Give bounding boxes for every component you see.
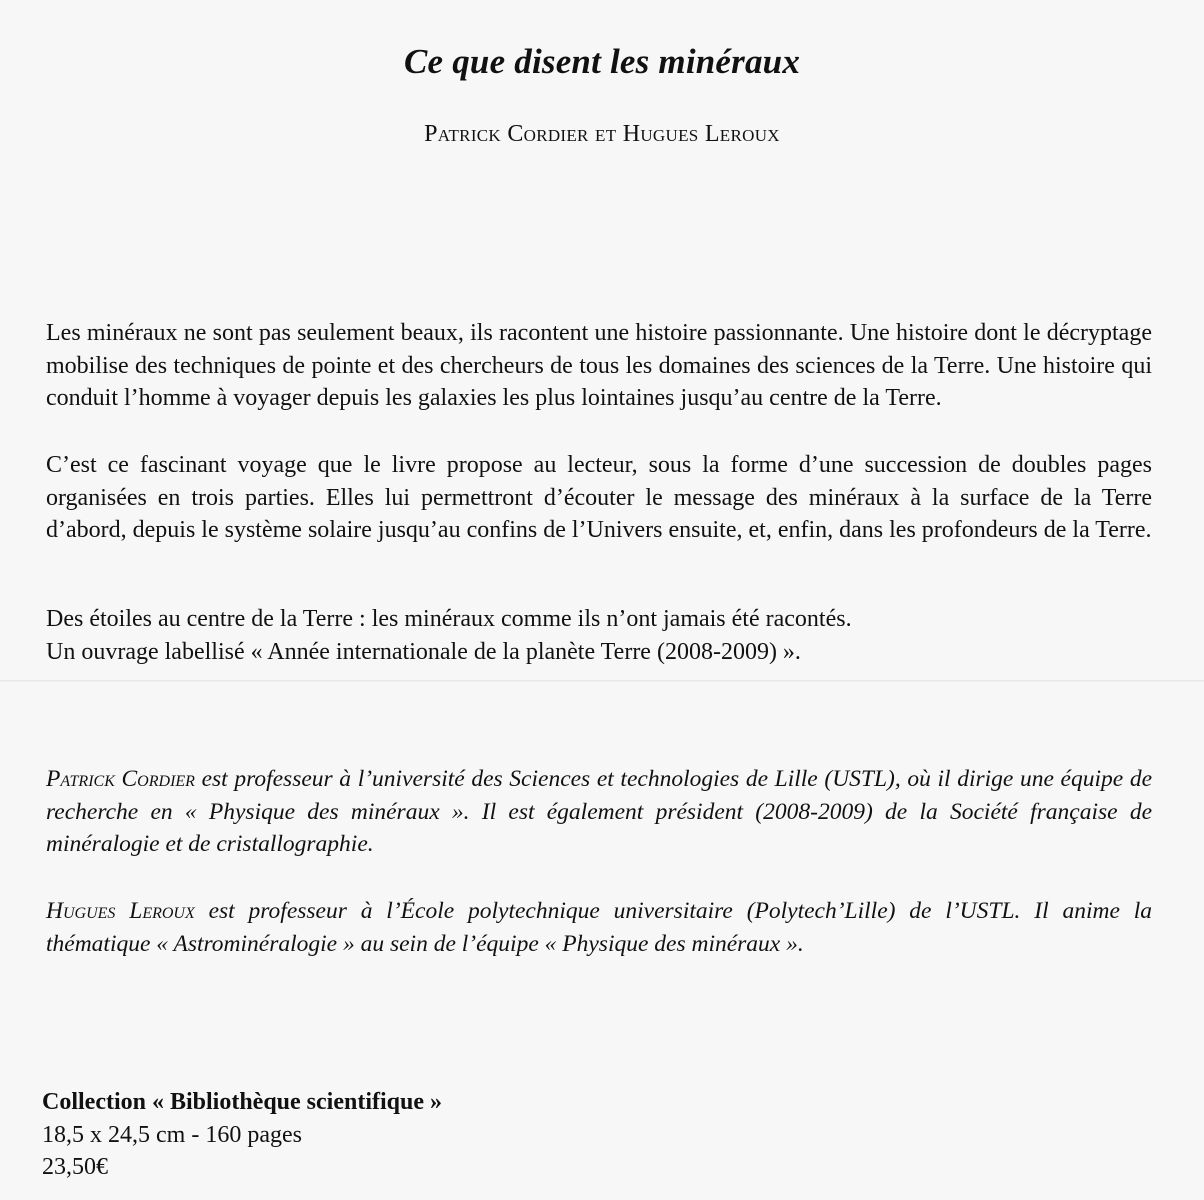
bio-leroux-text: est professeur à l’École polytechnique universitaire (Polytech’Lille) de l’USTL. Il anime la thématique « Astrominéralogie » au sein de l’équipe « Physique des minéraux ». (46, 898, 1152, 957)
tagline-line-2: Un ouvrage labellisé « Année internationale de la planète Terre (2008-2009) ». (46, 638, 801, 665)
description-tagline (46, 603, 1152, 668)
paper-fold-line (0, 680, 1204, 682)
author-2-last-name: Leroux (704, 121, 780, 147)
collection-info (42, 1086, 442, 1184)
bio-cordier-name: Patrick Cordier (46, 766, 195, 792)
description-paragraph-2: C’est ce fascinant voyage que le livre propose au lecteur, sous la forme d’une succession de doubles pages organisées en trois parties. Elles lui permettront d’écouter le message des minéraux à la surface de la Terre d’abord, depuis le système solaire jusqu’au confins de l’Univers ensuite, et, enfin, dans les profondeurs de la Terre. (46, 452, 1152, 543)
bio-hugues-leroux (46, 895, 1152, 960)
book-format: 18,5 x 24,5 cm - 160 pages (42, 1121, 302, 1148)
book-price: 23,50€ (42, 1154, 108, 1180)
description-paragraph-1: Les minéraux ne sont pas seulement beaux, ils racontent une histoire passionnante. Une histoire dont le décryptage mobilise des techniques de pointe et des chercheurs de tous les domaines des sciences de la Terre. Une histoire qui conduit l’homme à voyager depuis les galaxies les plus lointaines jusqu’au centre de la Terre. (46, 320, 1152, 411)
tagline-line-1: Des étoiles au centre de la Terre : les minéraux comme ils n’ont jamais été racontés. (46, 606, 852, 632)
bio-leroux-name: Hugues Leroux (46, 898, 195, 924)
author-1-last-name: Cordier (507, 121, 589, 147)
bio-patrick-cordier (46, 763, 1152, 861)
collection-name: Collection « Bibliothèque scientifique » (42, 1089, 443, 1115)
book-authors (0, 121, 1204, 148)
authors-conjunction: et (595, 121, 617, 147)
author-2-first-name: Hugues (622, 121, 699, 147)
book-title: Ce que disent les minéraux (403, 42, 801, 81)
bio-cordier-text: est professeur à l’université des Sciences et technologies de Lille (USTL), où il dirige une équipe de recherche en « Physique des minéraux ». Il est également président (2008-2009) de la Société française de minéralogie et de cristallographie. (46, 766, 1153, 857)
author-1-first-name: Patrick (424, 121, 501, 147)
